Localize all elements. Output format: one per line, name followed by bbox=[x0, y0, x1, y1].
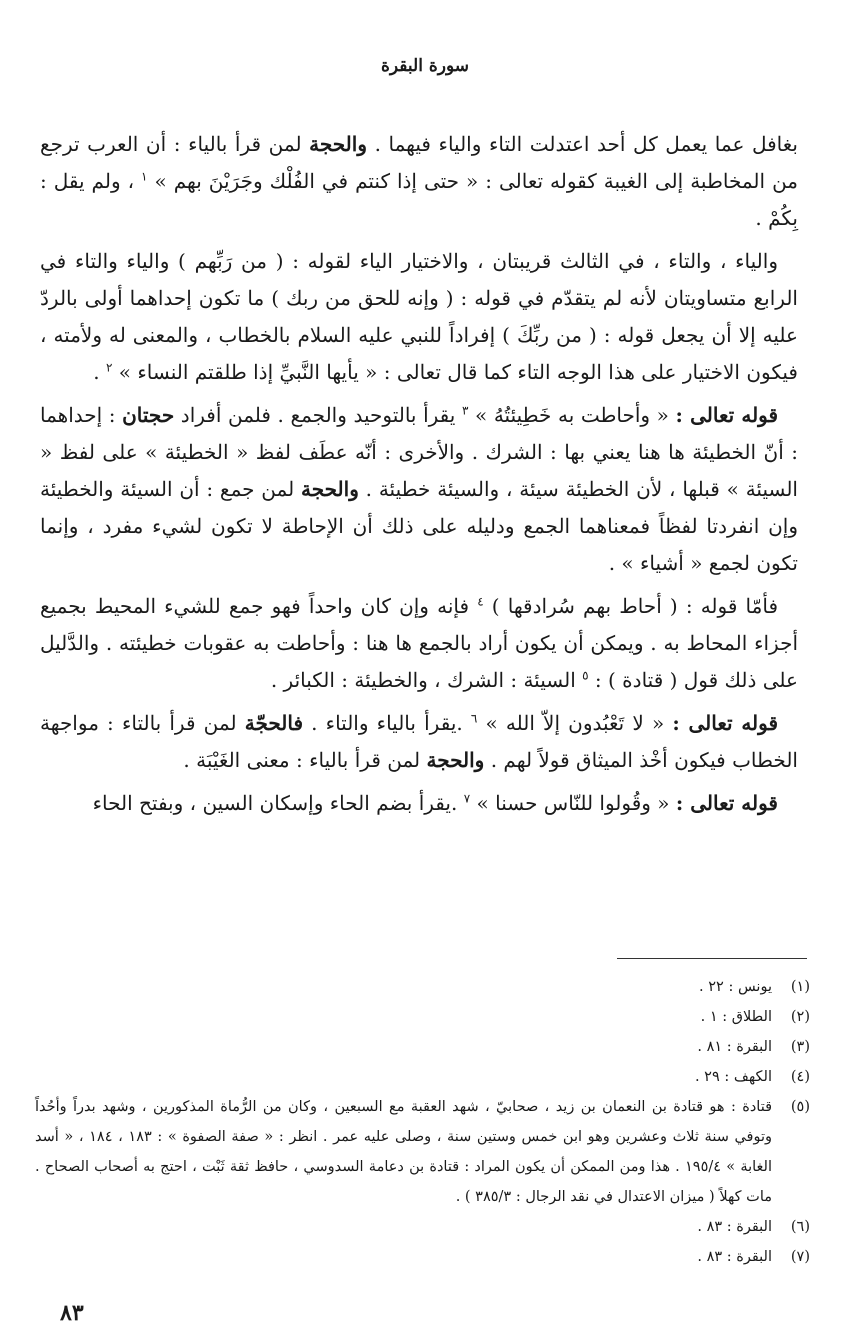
text-run: ، ولم يقل : بِكُمْ . bbox=[40, 169, 798, 230]
text-run: السيئة : الشرك ، والخطيئة : الكبائر . bbox=[270, 668, 576, 692]
paragraph-4 bbox=[40, 588, 798, 699]
footnote-text: البقرة : ٨٣ . bbox=[697, 1219, 772, 1235]
paragraph-5 bbox=[40, 705, 798, 779]
paragraph-2 bbox=[40, 243, 798, 391]
bold-term: قوله تعالى : bbox=[675, 403, 779, 427]
text-run: « وقُولوا للنّاس حسنا » bbox=[476, 791, 670, 815]
text-run: والياء ، والتاء ، في الثالث قريبتان ، والاختيار الياء لقوله : ( من رَبِّهم ) والياء والتاء في الرابع متساويتان لأنه لم يتقدّم في قوله : ( وإنه للحق من ربك ) ما تكون إحداهما أولى بالردّ عليه إلا أن يجعل قوله : ( من ربِّكَ ) إفراداً للنبي عليه السلام بالخطاب ، والمعنى له ولأمته ، فيكون الاختيار على هذا الوجه التاء كما قال تعالى : « يأيها النَّبيِّ إذا طلقتم النساء » bbox=[40, 249, 798, 384]
bold-term: والحجة bbox=[426, 748, 485, 772]
page-number: ٨٣ bbox=[60, 1300, 84, 1326]
bold-term: فالحجّة bbox=[244, 711, 304, 735]
footnote-2 bbox=[35, 1002, 810, 1032]
footnote-text: الكهف : ٢٩ . bbox=[694, 1069, 772, 1085]
footnote-ref: ٤ bbox=[477, 594, 484, 609]
footnote-7 bbox=[35, 1242, 810, 1272]
text-run: . bbox=[93, 360, 100, 384]
footnote-number: (٥) bbox=[790, 1099, 810, 1115]
bold-term: قوله تعالى : bbox=[672, 711, 779, 735]
footnote-ref: ٣ bbox=[461, 403, 469, 418]
paragraph-6 bbox=[40, 785, 798, 822]
text-run: .يقرأ بالياء والتاء . bbox=[311, 711, 463, 735]
footnote-number: (٤) bbox=[790, 1069, 810, 1085]
footnote-ref: ٦ bbox=[470, 711, 478, 726]
text-run: : إحداهما : أنّ الخطيئة ها هنا يعني بها : الشرك . والأخرى : أنّه عطَف لفظ « الخطيئة » على لفظ « السيئة » قبلها ، لأن الخطيئة سيئة ، والسيئة خطيئة . bbox=[40, 403, 798, 501]
paragraph-1 bbox=[40, 126, 798, 237]
footnote-text: يونس : ٢٢ . bbox=[699, 979, 772, 995]
running-header: سورة البقرة bbox=[381, 56, 469, 76]
footnote-text: البقرة : ٨١ . bbox=[697, 1039, 772, 1055]
footnote-4 bbox=[35, 1062, 810, 1092]
main-text bbox=[40, 126, 798, 828]
footnote-6 bbox=[35, 1212, 810, 1242]
footnote-text: البقرة : ٨٣ . bbox=[697, 1249, 772, 1265]
footnote-ref: ٢ bbox=[105, 360, 113, 375]
text-run: لمن قرأ بالتاء : مواجهة الخطاب فيكون أخْذ الميثاق قولاً لهم . bbox=[40, 711, 798, 772]
footnote-ref: ٧ bbox=[463, 791, 471, 806]
footnote-number: (٢) bbox=[790, 1009, 810, 1025]
text-run: لمن جمع : أن السيئة والخطيئة وإن انفردتا لفظاً فمعناهما الجمع ودليله على ذلك أن الإحاطة لا تكون لشيء مفرد ، وإنما تكون لجمع « أشياء » . bbox=[40, 477, 798, 575]
bold-term: قوله تعالى : bbox=[675, 791, 778, 815]
text-run: فأمّا قوله : ( أحاط بهم سُرادقها ) bbox=[491, 594, 779, 618]
footnote-number: (٦) bbox=[790, 1219, 810, 1235]
text-run: « وأحاطت به خَطِيئتُهُ » bbox=[475, 403, 669, 427]
bold-term: حجتان bbox=[122, 403, 175, 427]
paragraph-3 bbox=[40, 397, 798, 582]
text-run: « لا تَعْبُدون إلاّ الله » bbox=[485, 711, 665, 735]
text-run: فإنه وإن كان واحداً فهو جمع للشيء المحيط بجميع أجزاء المحاط به . ويمكن أن يكون أراد بالجمع ها هنا : وأحاطت به عقوبات خطيئته . والدَّليل على ذلك قول ( قتادة ) : bbox=[40, 594, 799, 692]
text-run: يقرأ بالتوحيد والجمع . فلمن أفراد bbox=[180, 403, 456, 427]
bold-term: والحجة bbox=[309, 132, 367, 156]
footnote-3 bbox=[35, 1032, 810, 1062]
footnote-number: (١) bbox=[790, 979, 810, 995]
footnote-number: (٣) bbox=[790, 1039, 810, 1055]
footnote-separator bbox=[617, 958, 807, 959]
bold-term: والحجة bbox=[301, 477, 359, 501]
text-run: بغافل عما يعمل كل أحد اعتدلت التاء والياء فيهما . bbox=[374, 132, 798, 156]
footnote-ref: ٥ bbox=[582, 668, 589, 683]
footnote-5 bbox=[35, 1092, 810, 1212]
text-run: لمن قرأ بالياء : أن العرب ترجع من المخاطبة إلى الغيبة كقوله تعالى : « حتى إذا كنتم في الفُلْك وجَرَيْنَ بهم » bbox=[40, 132, 799, 193]
text-run: لمن قرأ بالياء : معنى الغَيْبَة . bbox=[183, 748, 421, 772]
footnote-ref: ١ bbox=[141, 169, 148, 184]
footnote-text: الطلاق : ١ . bbox=[700, 1009, 772, 1025]
footnote-number: (٧) bbox=[790, 1249, 810, 1265]
footnote-text: قتادة : هو قتادة بن النعمان بن زيد ، صحابيّ ، شهد العقبة مع السبعين ، وكان من الرُّماة المذكورين ، وشهد بدراً وأحُداً وتوفي سنة ثلاث وعشرين وهو ابن خمس وستين سنة ، وصلى عليه عمر . انظر : « صفة الصفوة » : ١٨٣ ، ١٨٤ ، « أسد الغابة » ١٩٥/٤ . هذا ومن الممكن أن يكون المراد : قتادة بن دعامة السدوسي ، حافظ ثقة ثَبْت ، احتج به أصحاب الصحاح . مات كهلاً ( ميزان الاعتدال في نقد الرجال : ٣٨٥/٣ ) . bbox=[35, 1099, 772, 1205]
text-run: .يقرأ بضم الحاء وإسكان السين ، وبفتح الحاء bbox=[92, 791, 458, 815]
footnote-1 bbox=[35, 972, 810, 1002]
footnotes bbox=[35, 972, 810, 1272]
